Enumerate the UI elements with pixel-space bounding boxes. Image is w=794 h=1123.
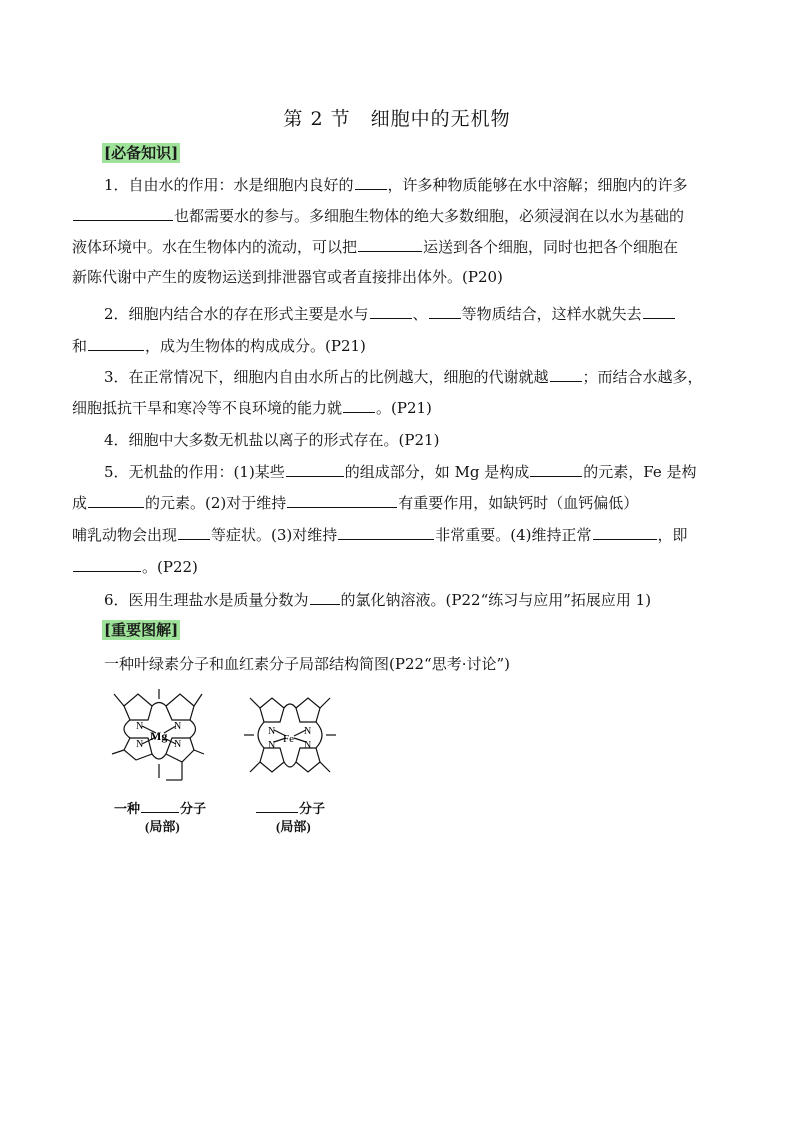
blank-7[interactable] (88, 335, 144, 351)
fig2-caption (255, 798, 325, 817)
item-5-text-b: 的组成部分，如 Mg 是构成 (344, 463, 530, 481)
blank-9[interactable] (343, 397, 375, 413)
fig2-caption-sub: (局部) (276, 819, 311, 834)
blank-8[interactable] (550, 366, 582, 382)
fig1-blank[interactable] (141, 800, 179, 813)
blank-11[interactable] (530, 461, 582, 477)
fig2-blank[interactable] (256, 800, 298, 813)
item-5-text-f: 有重要作用，如缺钙时（血钙偏低） (398, 494, 639, 512)
page-title: 第 2 节 细胞中的无机物 (283, 108, 511, 130)
item-5-text-c: 的元素，Fe 是构 (583, 463, 697, 481)
fig1-n-label-1: N (136, 721, 144, 732)
fig2-n-label-4: N (304, 740, 312, 751)
item-1-text-d: 液体环境中。水在生物体内的流动，可以把 (72, 238, 358, 256)
item-1-text-e: 运送到各个细胞，同时也把各个细胞在 (423, 238, 679, 256)
item-3-text-a: 3．在正常情况下，细胞内自由水所占的比例越大，细胞的代谢就越 (104, 368, 549, 386)
item-5-text-j: ，即 (657, 526, 688, 544)
item-3-text-d: 。(P21) (376, 399, 432, 417)
item-3-line-2 (72, 397, 732, 418)
blank-18[interactable] (310, 589, 340, 605)
item-5-text-k: 。(P22) (142, 558, 198, 576)
item-6-text-a: 6．医用生理盐水是质量分数为 (104, 591, 309, 609)
blank-14[interactable] (178, 524, 210, 540)
item-2-line-1 (104, 303, 764, 324)
item-2-line-2 (72, 335, 732, 356)
fig2-n-label-1: N (268, 726, 276, 737)
section-required-knowledge: [必备知识] (104, 144, 179, 162)
item-3-line-1 (104, 366, 764, 387)
item-1-line-1 (104, 174, 764, 195)
section-key-figure: [重要图解] (104, 621, 179, 639)
item-2-text-b: 、 (412, 305, 428, 323)
fig1-caption-b: 分子 (180, 801, 207, 816)
fig1-n-label-2: N (174, 721, 182, 732)
item-3-text-b: ；而结合水越多， (582, 368, 703, 386)
fig1-n-label-4: N (174, 739, 182, 750)
item-5-line-2 (72, 492, 732, 513)
fig1-metal-label: Mg (150, 729, 168, 743)
fig2-caption-b: 分子 (299, 801, 326, 816)
item-1-line-2 (72, 205, 732, 226)
item-2-text-d: 和 (72, 337, 88, 355)
fig2-n-label-2: N (304, 726, 312, 737)
item-2-text-c: 等物质结合，这样水就失去 (461, 305, 642, 323)
item-5-line-3 (72, 524, 732, 545)
item-5-line-4 (72, 556, 732, 577)
blank-6[interactable] (643, 303, 675, 319)
blank-13[interactable] (287, 492, 397, 508)
item-3-text-c: 细胞抵抗干旱和寒冷等不良环境的能力就 (72, 399, 343, 417)
blank-2[interactable] (73, 205, 173, 221)
item-5-line-1 (104, 461, 764, 482)
item-2-text-a: 2．细胞内结合水的存在形式主要是水与 (104, 305, 369, 323)
fig2-n-label-3: N (268, 740, 276, 751)
item-6-text-b: 的氯化钠溶液。(P22“练习与应用”拓展应用 1) (340, 591, 652, 609)
item-1-line-3 (72, 236, 732, 257)
blank-12[interactable] (88, 492, 144, 508)
item-1-text-a: 1．自由水的作用：水是细胞内良好的 (104, 176, 354, 194)
fig1-caption-a: 一种 (114, 801, 141, 816)
item-5-text-e: 的元素。(2)对于维持 (145, 494, 287, 512)
item-6-line (104, 589, 764, 610)
item-1-text-b: ，许多种物质能够在水中溶解；细胞内的许多 (387, 176, 688, 194)
blank-4[interactable] (370, 303, 412, 319)
figure-title: 一种叶绿素分子和血红素分子局部结构简图(P22“思考·讨论”) (104, 655, 510, 673)
chlorophyll-structure-diagram (106, 684, 211, 794)
item-5-text-d: 成 (72, 494, 88, 512)
blank-5[interactable] (429, 303, 461, 319)
item-1-text-c: 也都需要水的参与。多细胞生物体的绝大多数细胞，必须浸润在以水为基础的 (174, 207, 685, 225)
item-5-text-i: 非常重要。(4)维持正常 (435, 526, 592, 544)
item-4-line: 4．细胞中大多数无机盐以离子的形式存在。(P21) (104, 431, 440, 449)
fig1-n-label-3: N (136, 739, 144, 750)
fig2-metal-label: Fe (283, 733, 294, 745)
item-5-text-h: 等症状。(3)对维持 (211, 526, 338, 544)
blank-17[interactable] (73, 556, 141, 572)
blank-16[interactable] (593, 524, 657, 540)
item-1-line-4: 新陈代谢中产生的废物运送到排泄器官或者直接排出体外。(P20) (72, 268, 503, 286)
blank-10[interactable] (286, 461, 344, 477)
blank-15[interactable] (338, 524, 434, 540)
fig1-caption (114, 798, 206, 817)
blank-1[interactable] (355, 174, 387, 190)
blank-3[interactable] (358, 236, 422, 252)
item-5-text-a: 5．无机盐的作用：(1)某些 (104, 463, 285, 481)
item-5-text-g: 哺乳动物会出现 (72, 526, 178, 544)
heme-structure-diagram (240, 690, 340, 794)
fig1-caption-sub: (局部) (145, 819, 180, 834)
item-2-text-e: ，成为生物体的构成成分。(P21) (145, 337, 366, 355)
